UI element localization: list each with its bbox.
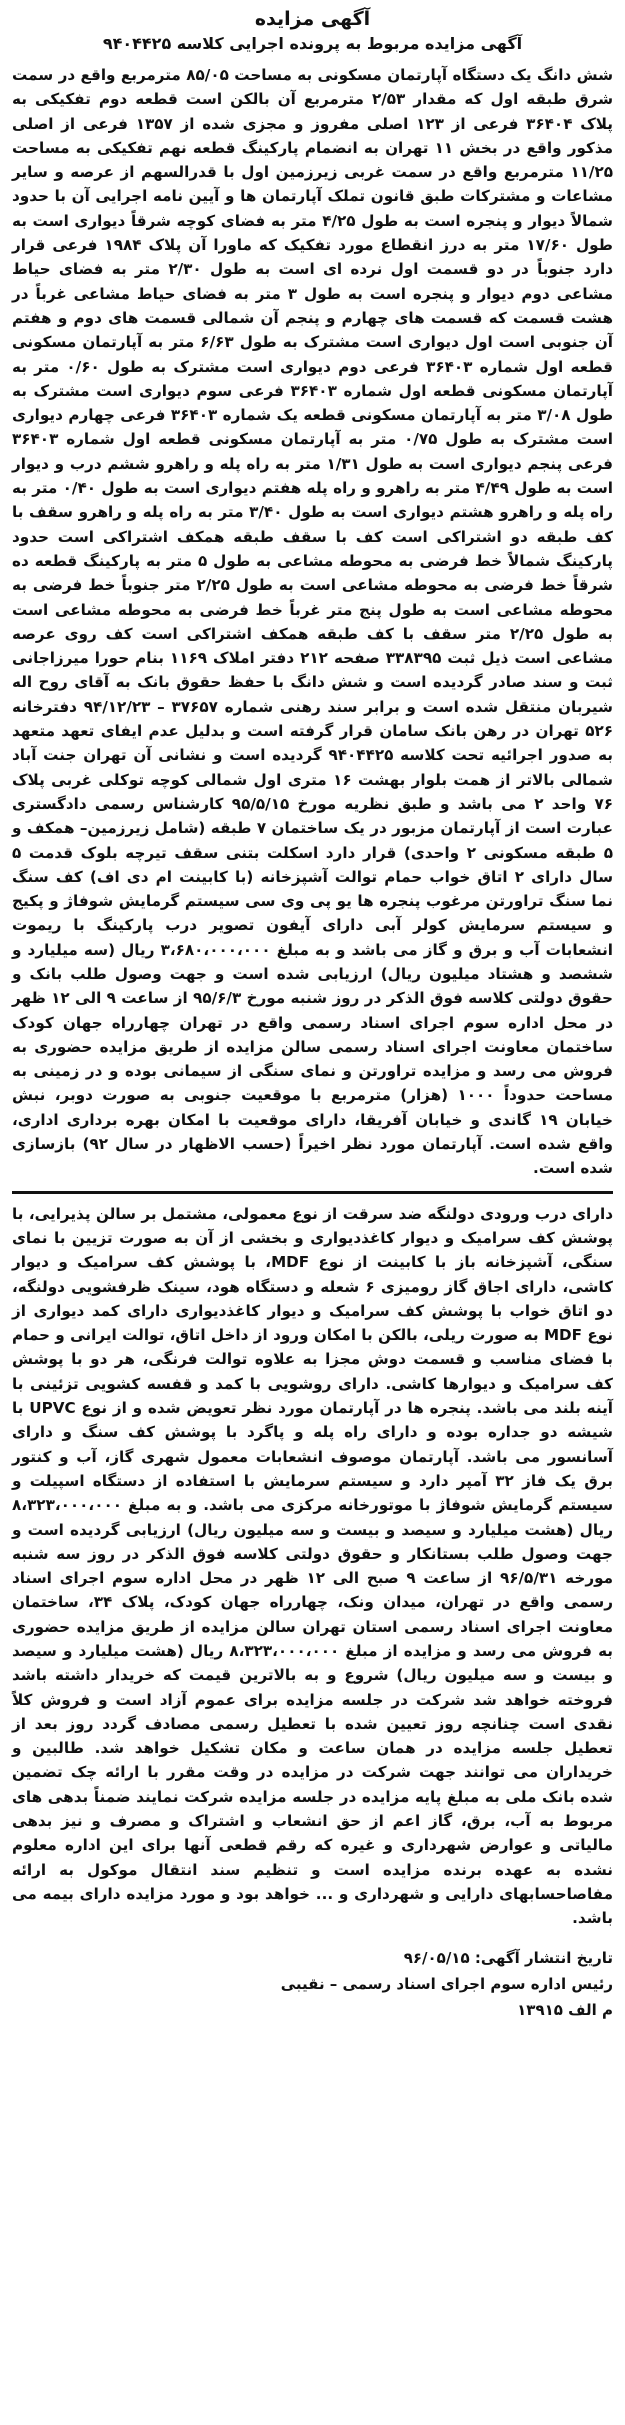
publish-date: تاریخ انتشار آگهی: ۹۶/۰۵/۱۵ bbox=[403, 1948, 613, 1967]
notice-paragraph-1: شش دانگ یک دستگاه آپارتمان مسکونی به مساحت ۸۵/۰۵ مترمربع واقع در سمت شرق طبقه اول که مقدار ۲/۵۳ مترمربع آن بالکن است قطعه دوم تفکیکی به پلاک ۳۶۴۰۴ فرعی از ۱۲۳ اصلی مفروز و مجزی شده از ۱۳۵۷ فرعی از اصلی مذکور واقع در بخش ۱۱ تهران به انضمام پارکینگ قطعه نهم تفکیکی به مساحت ۱۱/۲۵ مترمربع واقع در سمت غربی زیرزمین اول با قدرالسهم از عرصه و سایر مشاعات و مشترکات طبق قانون تملک آپارتمان ها و آیین نامه اجرایی آن با حدود شمالاً دیوار و پنجره است به طول ۴/۲۵ متر به فضای کوچه شرقاً دیواری است به طول ۱۷/۶۰ متر به درز انقطاع مورد تفکیک که ماورا آن پلاک ۱۹۸۴ فرعی قرار دارد جنوباً در دو قسمت اول نرده ای است به طول ۲/۳۰ متر به فضای حیاط مشاعی دوم دیوار و پنجره است به طول ۳ متر به فضای حیاط مشاعی غرباً در هشت قسمت که قسمت های چهارم و پنجم آن شمالی قسمت های دوم و هفتم آن جنوبی است اول دیواری است مشترک به طول ۶/۶۳ متر به آپارتمان مسکونی قطعه اول شماره ۳۶۴۰۳ فرعی دوم دیواری است مشترک به طول ۰/۶۰ متر به آپارتمان مسکونی قطعه اول شماره ۳۶۴۰۳ فرعی سوم دیواری است مشترک به طول ۳/۰۸ متر به آپارتمان مسکونی قطعه یک شماره ۳۶۴۰۳ فرعی چهارم دیواری است مشترک به طول ۰/۷۵ متر به آپارتمان مسکونی قطعه اول شماره ۳۶۴۰۳ فرعی پنجم دیواری است به طول ۱/۳۱ متر به راه پله و راهرو ششم درب و دیوار است به طول ۴/۴۹ متر به راهرو و راه پله هفتم دیواری است به طول ۰/۴۰ متر به راه پله و راهرو هشتم دیواری است به طول ۳/۴۰ متر به راه پله و راهرو سقف با کف طبقه دو اشتراکی است کف با سقف طبقه همکف اشتراکی است حدود پارکینگ شمالاً خط فرضی به محوطه مشاعی به طول ۵ متر به پارکینگ قطعه ده شرقاً خط فرضی به محوطه مشاعی است به طول ۲/۲۵ متر جنوباً خط فرضی به محوطه مشاعی است به طول پنج متر غرباً خط فرضی به محوطه مشاعی است به طول ۲/۲۵ متر سقف با کف طبقه همکف اشتراکی است کف روی عرصه مشاعی است ذیل ثبت ۳۳۸۳۹۵ صفحه ۲۱۲ دفتر املاک ۱۱۶۹ بنام حورا میرزاجانی ثبت و سند صادر گردیده است و شش دانگ با حفظ حقوق بانک به آقای روح اله شیربان منتقل شده است و برابر سند رهنی شماره ۳۷۶۵۷ – ۹۴/۱۲/۲۳ دفترخانه ۵۲۶ تهران در رهن بانک سامان قرار گرفته است و بدلیل عدم ایفای تعهد متعهد به صدور اجرائیه تحت کلاسه ۹۴۰۴۴۲۵ گردیده است و نشانی آن تهران جنت آباد شمالی بالاتر از همت بلوار بهشت ۱۶ متری اول شمالی کوچه توکلی غربی پلاک ۷۶ واحد ۲ می باشد و طبق نظریه مورخ ۹۵/۵/۱۵ کارشناس رسمی دادگستری عبارت است از آپارتمان مزبور در یک ساختمان ۷ طبقه (شامل زیرزمین– همکف و ۵ طبقه مسکونی ۲ واحدی) قرار دارد اسکلت بتنی سقف تیرچه بلوک قدمت ۵ سال دارای ۲ اتاق خواب حمام توالت آشپزخانه (با کابینت ام دی اف) کف سنگ نما سنگ تراورتن مرغوب پنجره ها یو پی وی سی سیستم گرمایش شوفاژ و پکیج و سیستم سرمایش کولر آبی دارای آیفون تصویر درب پارکینگ با ریموت انشعابات آب و برق و گاز می باشد و به مبلغ ۳،۶۸۰،۰۰۰،۰۰۰ ریال (سه میلیارد و ششصد و هشتاد میلیون ریال) ارزیابی شده است و جهت وصول طلب بانک و حقوق دولتی کلاسه فوق الذکر در روز شنبه مورخ ۹۵/۶/۳ از ساعت ۹ الی ۱۲ ظهر در محل اداره سوم اجرای اسناد رسمی واقع در تهران چهارراه جهان کودک ساختمان معاونت اجرای اسناد رسمی سالن مزایده از طریق مزایده حضوری به فروش می رسد و مزایده تراورتن و نمای سنگی از سیمانی بوده و در زمینی به مساحت حدوداً ۱۰۰۰ (هزار) مترمربع با موقعیت جنوبی به صورت دوبر، نبش خیابان ۱۹ گاندی و خیابان آفریقا، دارای موقعیت با امکان بهره برداری اداری، واقع شده است. آپارتمان مورد نظر اخیراً (حسب الاظهار در سال ۹۲) بازسازی شده است. bbox=[12, 66, 614, 1178]
signature-line: رئیس اداره سوم اجرای اسناد رسمی – نقیبی bbox=[280, 1974, 613, 1993]
notice-footer bbox=[12, 1945, 613, 2023]
notice-title: آگهی مزایده bbox=[254, 8, 371, 30]
notice-paragraph-2: دارای درب ورودی دولنگه ضد سرقت از نوع معمولی، مشتمل بر سالن پذیرایی، با پوشش کف سرامیک و دیوار کاغذدیواری و بخشی از آن به صورت تزیین با نمای سنگی، آشپزخانه باز با کابینت از نوع MDF، با پوشش کف سرامیک و دیوار کاشی، دارای اجاق گاز رومیزی ۶ شعله و دستگاه هود، سینک ظرفشویی دولنگه، دو اتاق خواب با پوشش کف سرامیک و دیوار کاغذدیواری دارای کمد دیواری از نوع MDF به صورت ریلی، بالکن با امکان ورود از داخل اتاق، توالت ایرانی و حمام با فضای مناسب و قسمت دوش مجزا به علاوه توالت فرنگی، هر دو با پوشش کف سرامیک و دیوارها کاشی. دارای روشویی با کمد و قفسه کشویی تزئینی با آینه بلند می باشد. پنجره ها در آپارتمان مورد نظر تعویض شده و از نوع UPVC با شیشه دو جداره بوده و دارای راه پله و پاگرد با پوشش کف سنگ و دارای آسانسور می باشد. آپارتمان موصوف انشعابات معمول شهری گاز، آب و کنتور برق یک فاز ۳۲ آمپر دارد و سیستم سرمایش با استفاده از دستگاه اسپیلت و سیستم گرمایش شوفاژ با موتورخانه مرکزی می باشد. و به مبلغ ۸،۳۲۳،۰۰۰،۰۰۰ ریال (هشت میلیارد و سیصد و بیست و سه میلیون ریال) ارزیابی گردیده است و جهت وصول طلب بستانکار و حقوق دولتی کلاسه فوق الذکر در روز سه شنبه مورخه ۹۶/۵/۳۱ از ساعت ۹ صبح الی ۱۲ ظهر در محل اداره سوم اجرای اسناد رسمی واقع در تهران، میدان ونک، چهارراه جهان کودک، پلاک ۳۴، ساختمان معاونت اجرای اسناد رسمی استان تهران سالن مزایده از طریق مزایده حضوری به فروش می رسد و مزایده از مبلغ ۸،۳۲۳،۰۰۰،۰۰۰ ریال (هشت میلیارد و سیصد و بیست و سه میلیون ریال) شروع و به بالاترین قیمت که خریدار داشته باشد فروخته خواهد شد شرکت در جلسه مزایده برای عموم آزاد است و فروش کلاً نقدی است چنانچه روز تعیین شده با تعطیل رسمی مصادف گردد روز بعد از تعطیل جلسه مزایده در همان ساعت و مکان تشکیل خواهد شد. طالبین و خریداران می توانند جهت شرکت در مزایده در وقت مقرر با ارائه چک تضمین شده بانک ملی به مبلغ پایه مزایده در جلسه مزایده شرکت نمایند ضمناً بدهی های مربوط به آب، برق، گاز اعم از حق انشعاب و اشتراک و مصرف و نیز بدهی مالیاتی و عوارض شهرداری و غیره که رقم قطعی آنها برای این اداره معلوم نشده به عهده برنده مزایده است و تنظیم سند انتقال موکول به ارائه مفاصاحسابهای دارایی و شهرداری و ... خواهد بود و مورد مزایده دارای بیمه می باشد. bbox=[12, 1191, 613, 1931]
reference-code: م الف ۱۳۹۱۵ bbox=[517, 2000, 613, 2019]
notice-subtitle: آگهی مزایده مربوط به پرونده اجرایی کلاسه ۹۴۰۴۴۲۵ bbox=[102, 34, 523, 53]
